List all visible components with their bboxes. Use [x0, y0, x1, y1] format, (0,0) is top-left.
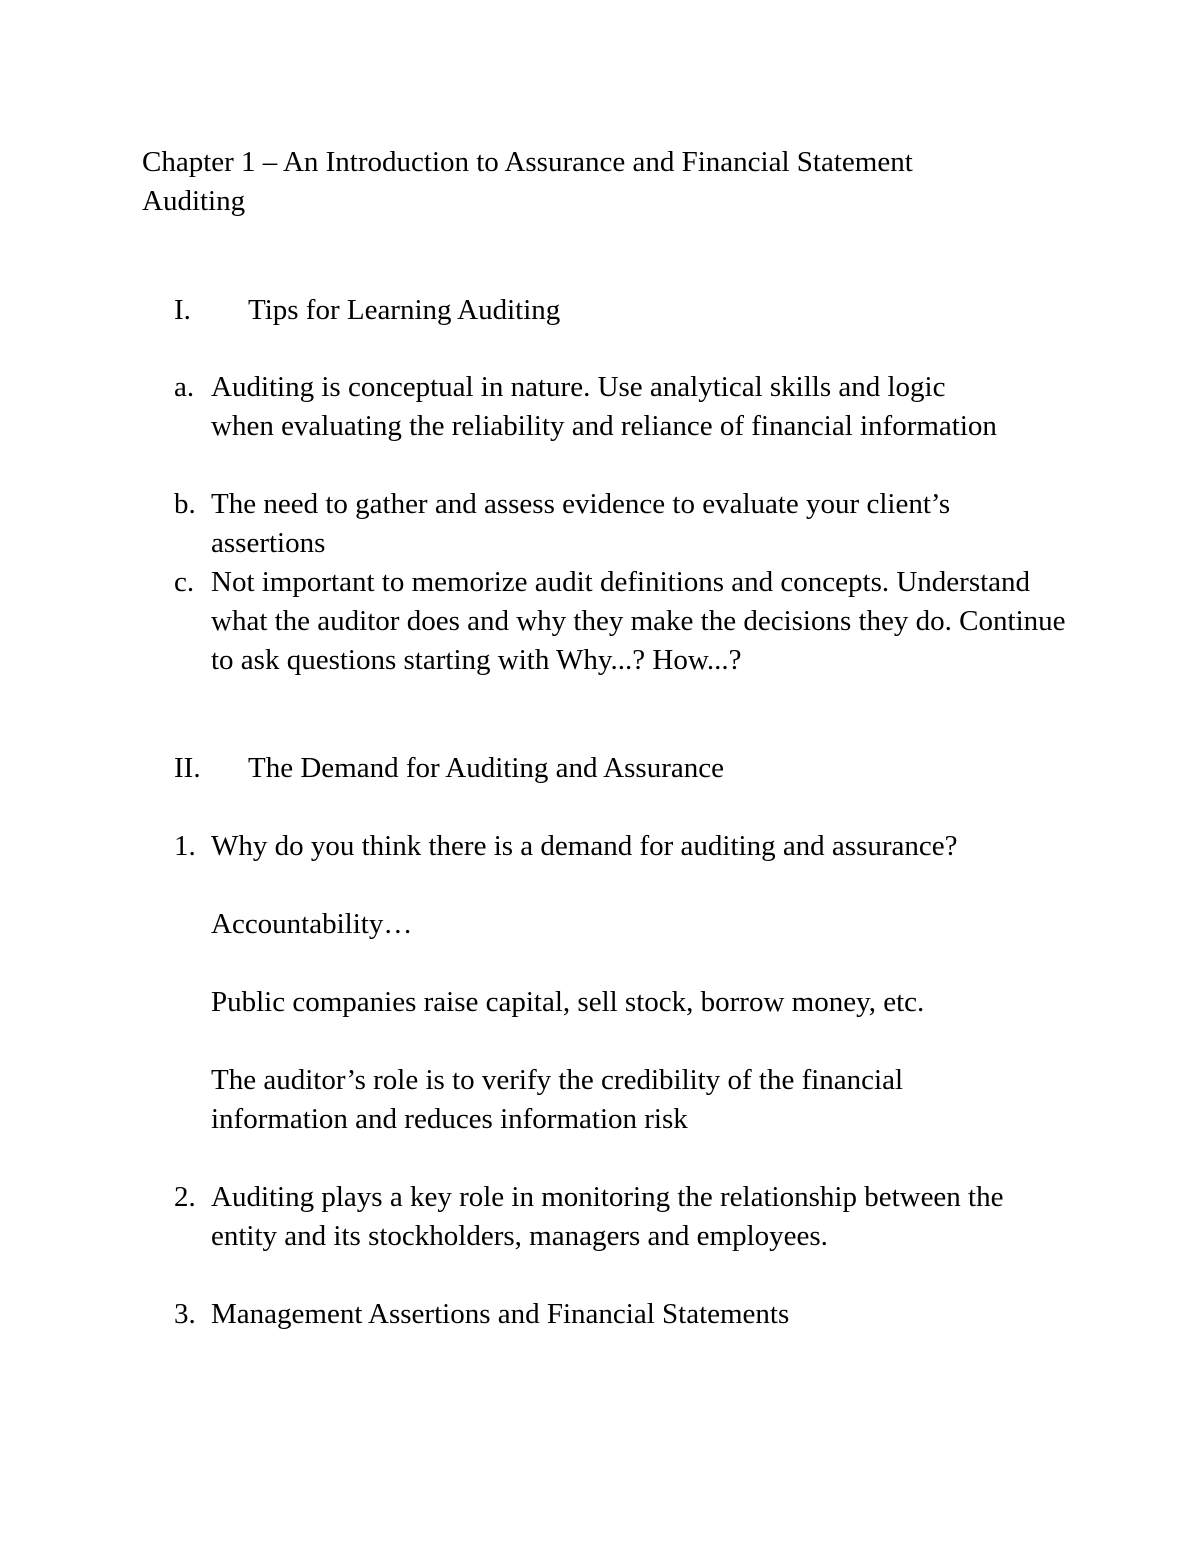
section-2-title: The Demand for Auditing and Assurance [248, 752, 724, 784]
chapter-title-line-1: Chapter 1 – An Introduction to Assurance and Financial Statement [142, 146, 913, 178]
section-1-numeral: I. [174, 294, 191, 326]
list-item-text: Not important to memorize audit definitions and concepts. Understand what the auditor does and why they make the decisions they do. Continue to ask questions starting with Why...? How...? [211, 566, 1066, 676]
chapter-title-line-2: Auditing [142, 185, 246, 217]
list-item-subtext: Public companies raise capital, sell stock, borrow money, etc. [211, 986, 925, 1018]
list-item-subtext: Accountability… [211, 908, 413, 940]
list-item-text: Why do you think there is a demand for auditing and assurance? [211, 830, 958, 862]
list-marker: 3. [174, 1298, 196, 1330]
list-marker: a. [174, 371, 195, 403]
chapter-title [142, 143, 1042, 221]
list-marker: 1. [174, 830, 196, 862]
list-item-text: Management Assertions and Financial Statements [211, 1298, 790, 1330]
list-marker: b. [174, 488, 196, 520]
list-marker: c. [174, 566, 195, 598]
section-2-numeral: II. [174, 752, 201, 784]
list-item-text: Auditing is conceptual in nature. Use analytical skills and logic when evaluating the reliability and reliance of financial information [211, 371, 997, 442]
list-item-text: The need to gather and assess evidence to evaluate your client’s assertions [211, 488, 951, 559]
list-item-subtext: The auditor’s role is to verify the credibility of the financial information and reduces information risk [211, 1064, 904, 1135]
list-item-text: Auditing plays a key role in monitoring the relationship between the entity and its stockholders, managers and employees. [211, 1181, 1004, 1252]
list-marker: 2. [174, 1181, 196, 1213]
section-1-title: Tips for Learning Auditing [248, 294, 561, 326]
